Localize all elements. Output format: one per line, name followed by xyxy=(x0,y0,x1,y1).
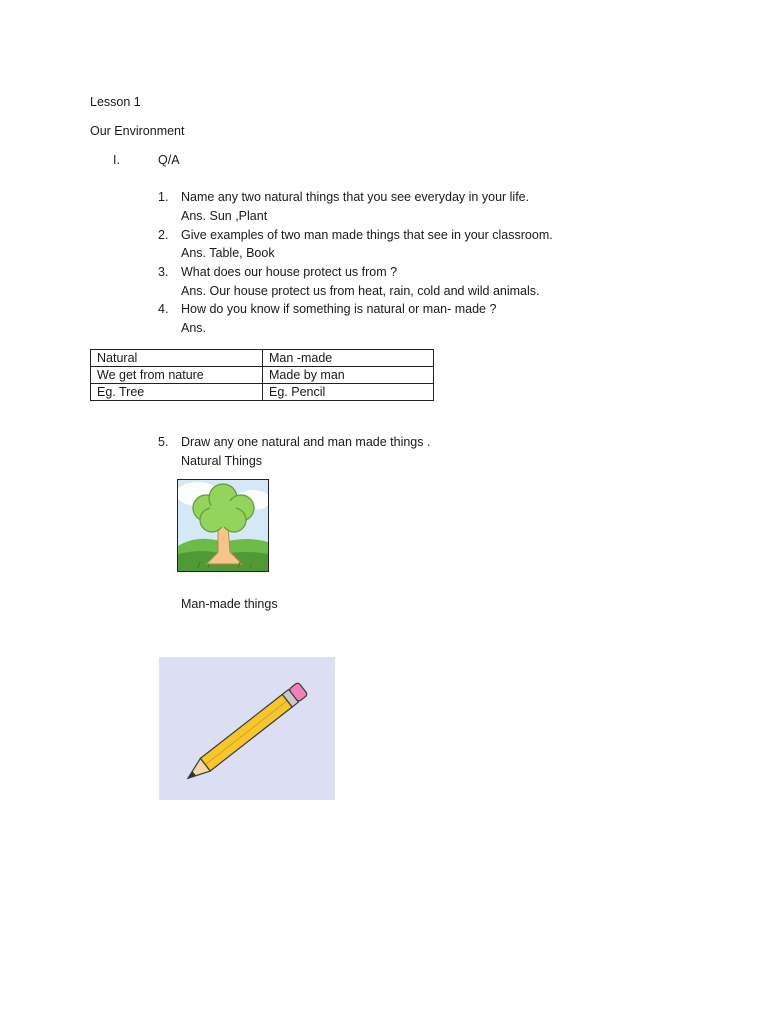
question-answer: Ans. Sun ,Plant xyxy=(181,209,268,223)
tree-icon xyxy=(177,479,269,572)
question-number: 2. xyxy=(158,228,169,242)
table-cell: We get from nature xyxy=(91,367,263,384)
table-cell: Eg. Tree xyxy=(91,384,263,401)
question-text: How do you know if something is natural or man- made ? xyxy=(181,302,497,316)
question-number: 5. xyxy=(158,435,169,449)
page-title: Our Environment xyxy=(90,124,185,138)
question-text: Give examples of two man made things that see in your classroom. xyxy=(181,228,553,242)
table-row xyxy=(91,367,434,384)
question-number: 1. xyxy=(158,190,169,204)
question-answer: Ans. Table, Book xyxy=(181,246,275,260)
table-cell: Man -made xyxy=(263,350,434,367)
table-cell: Made by man xyxy=(263,367,434,384)
table-row xyxy=(91,350,434,367)
lesson-label: Lesson 1 xyxy=(90,95,141,109)
question-text: What does our house protect us from ? xyxy=(181,265,398,279)
question-answer: Ans. Our house protect us from heat, rain, cold and wild animals. xyxy=(181,284,540,298)
section-numeral: I. xyxy=(113,153,120,167)
table-cell: Natural xyxy=(91,350,263,367)
section-heading: Q/A xyxy=(158,153,180,167)
table-row xyxy=(91,384,434,401)
question-number: 3. xyxy=(158,265,169,279)
pencil-icon xyxy=(159,657,335,800)
natural-vs-manmade-table xyxy=(90,349,434,401)
table-cell: Eg. Pencil xyxy=(263,384,434,401)
manmade-things-label: Man-made things xyxy=(181,597,278,611)
question-answer: Ans. xyxy=(181,321,207,335)
question-text: Draw any one natural and man made things . xyxy=(181,435,431,449)
question-number: 4. xyxy=(158,302,169,316)
natural-things-label: Natural Things xyxy=(181,454,263,468)
question-text: Name any two natural things that you see everyday in your life. xyxy=(181,190,530,204)
